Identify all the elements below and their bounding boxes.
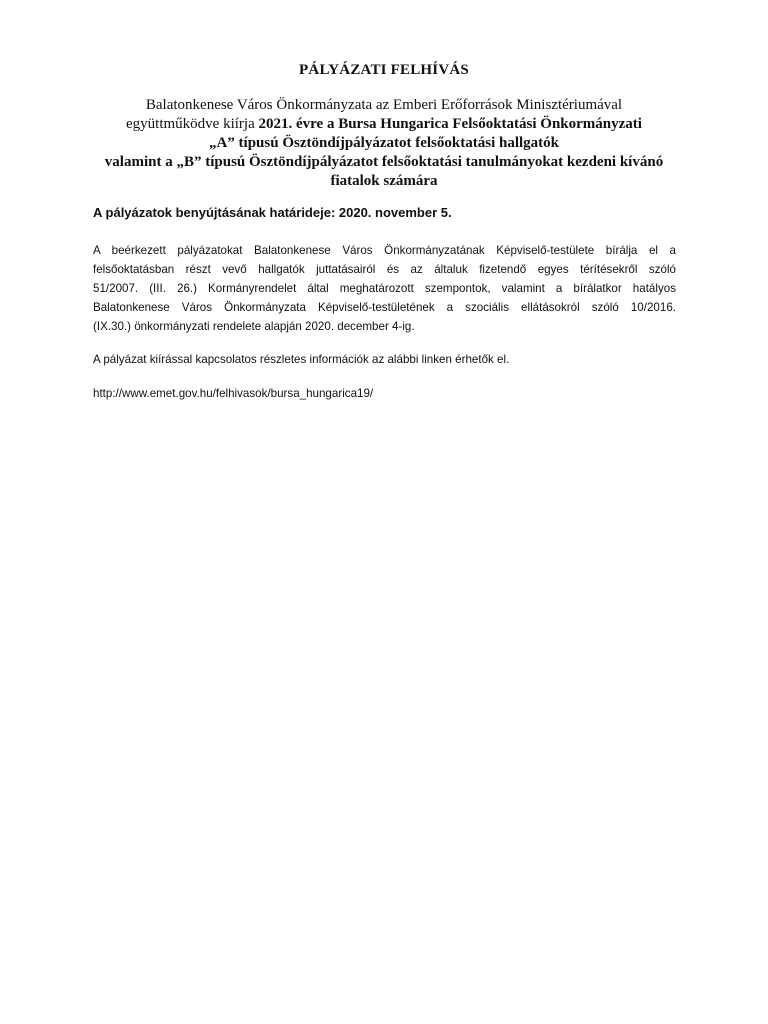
evaluation-line-5: (IX.30.) önkormányzati rendelete alapján 2020. december 4-ig.: [93, 320, 415, 333]
info-paragraph: A pályázat kiírással kapcsolatos részletes információk az alábbi linken érhetők el.: [93, 353, 510, 366]
intro-line-5: fiatalok számára: [330, 173, 438, 189]
intro-line-2: [60, 115, 708, 134]
evaluation-paragraph: [93, 241, 676, 336]
evaluation-line-4: Balatonkenese Város Önkormányzata Képviselő-testületének a szociális ellátásokról szóló 10/2016.: [93, 301, 676, 314]
intro-line-4: valamint a „B” típusú Ösztöndíjpályázatot felsőoktatási tanulmányokat kezdeni kívánó: [104, 154, 664, 170]
evaluation-line-3: 51/2007. (III. 26.) Kormányrendelet által meghatározott szempontok, valamint a bírálatkor hatályos: [93, 282, 676, 295]
intro-line-1: Balatonkenese Város Önkormányzata az Emberi Erőforrások Minisztériumával: [145, 97, 623, 113]
intro-line-3: „A” típusú Ösztöndíjpályázatot felsőoktatási hallgatók: [208, 135, 560, 151]
evaluation-line-1: A beérkezett pályázatokat Balatonkenese Város Önkormányzatának Képviselő-testülete bírálja el a: [93, 244, 676, 257]
intro-line-2-normal: együttműködve kiírja: [126, 116, 259, 132]
document-title: PÁLYÁZATI FELHÍVÁS: [299, 62, 469, 78]
intro-line-2-bold: 2021. évre a Bursa Hungarica Felsőoktatási Önkormányzati: [258, 116, 642, 132]
info-link[interactable]: http://www.emet.gov.hu/felhivasok/bursa_hungarica19/: [93, 387, 374, 400]
deadline-heading: A pályázatok benyújtásának határideje: 2020. november 5.: [93, 205, 452, 220]
evaluation-line-2: felsőoktatásban részt vevő hallgatók juttatásairól és az általuk fizetendő egyes térítésekről szóló: [93, 263, 676, 276]
intro-block: [60, 96, 708, 191]
